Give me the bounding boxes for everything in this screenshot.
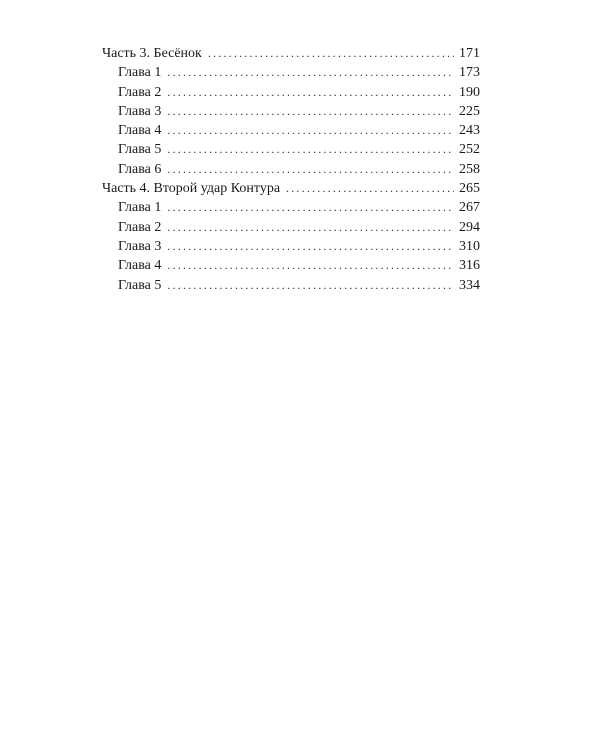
toc-entry-page-number: 258 [459, 161, 480, 177]
toc-entry-label: Глава 5 [118, 277, 162, 293]
toc-entry-label: Глава 2 [118, 219, 162, 235]
toc-entry-chapter [102, 83, 480, 102]
toc-entry-chapter [102, 256, 480, 275]
toc-entry-label: Глава 4 [118, 258, 162, 274]
toc-entry-label: Часть 4. Второй удар Контура [102, 181, 281, 197]
toc-entry-chapter [102, 237, 480, 256]
toc-entry-chapter [102, 276, 480, 295]
toc-entry-chapter [102, 218, 480, 237]
toc-dot-leader [167, 198, 454, 217]
table-of-contents [102, 44, 480, 295]
toc-dot-leader [208, 44, 454, 63]
toc-entry-chapter [102, 160, 480, 179]
toc-entry-page-number: 173 [459, 65, 480, 81]
toc-dot-leader [167, 160, 454, 179]
toc-entry-chapter [102, 140, 480, 159]
toc-entry-page-number: 294 [459, 219, 480, 235]
toc-entry-label: Глава 5 [118, 142, 162, 158]
toc-entry-part-4 [102, 179, 480, 198]
toc-entry-page-number: 190 [459, 84, 480, 100]
toc-entry-label: Глава 1 [118, 200, 162, 216]
toc-entry-page-number: 243 [459, 123, 480, 139]
toc-entry-page-number: 316 [459, 258, 480, 274]
toc-dot-leader [167, 140, 454, 159]
toc-entry-chapter [102, 121, 480, 140]
toc-dot-leader [167, 121, 454, 140]
toc-dot-leader [167, 63, 454, 82]
toc-dot-leader [286, 179, 454, 198]
toc-dot-leader [167, 218, 454, 237]
toc-entry-label: Глава 1 [118, 65, 162, 81]
toc-dot-leader [167, 256, 454, 275]
toc-entry-page-number: 265 [459, 181, 480, 197]
toc-entry-chapter [102, 198, 480, 217]
toc-entry-label: Глава 3 [118, 103, 162, 119]
toc-entry-label: Часть 3. Бесёнок [102, 46, 202, 61]
toc-entry-page-number: 310 [459, 238, 480, 254]
toc-dot-leader [167, 276, 454, 295]
toc-dot-leader [167, 102, 454, 121]
toc-entry-page-number: 225 [459, 103, 480, 119]
toc-entry-label: Глава 3 [118, 238, 162, 254]
toc-dot-leader [167, 237, 454, 256]
toc-entry-chapter [102, 102, 480, 121]
toc-entry-label: Глава 2 [118, 84, 162, 100]
toc-dot-leader [167, 83, 454, 102]
toc-entry-label: Глава 6 [118, 161, 162, 177]
toc-entry-chapter [102, 63, 480, 82]
toc-entry-page-number: 334 [459, 277, 480, 293]
toc-entry-label: Глава 4 [118, 123, 162, 139]
toc-entry-page-number: 267 [459, 200, 480, 216]
toc-entry-page-number: 252 [459, 142, 480, 158]
toc-entry-part-3 [102, 44, 480, 63]
toc-entry-page-number: 171 [459, 46, 480, 61]
